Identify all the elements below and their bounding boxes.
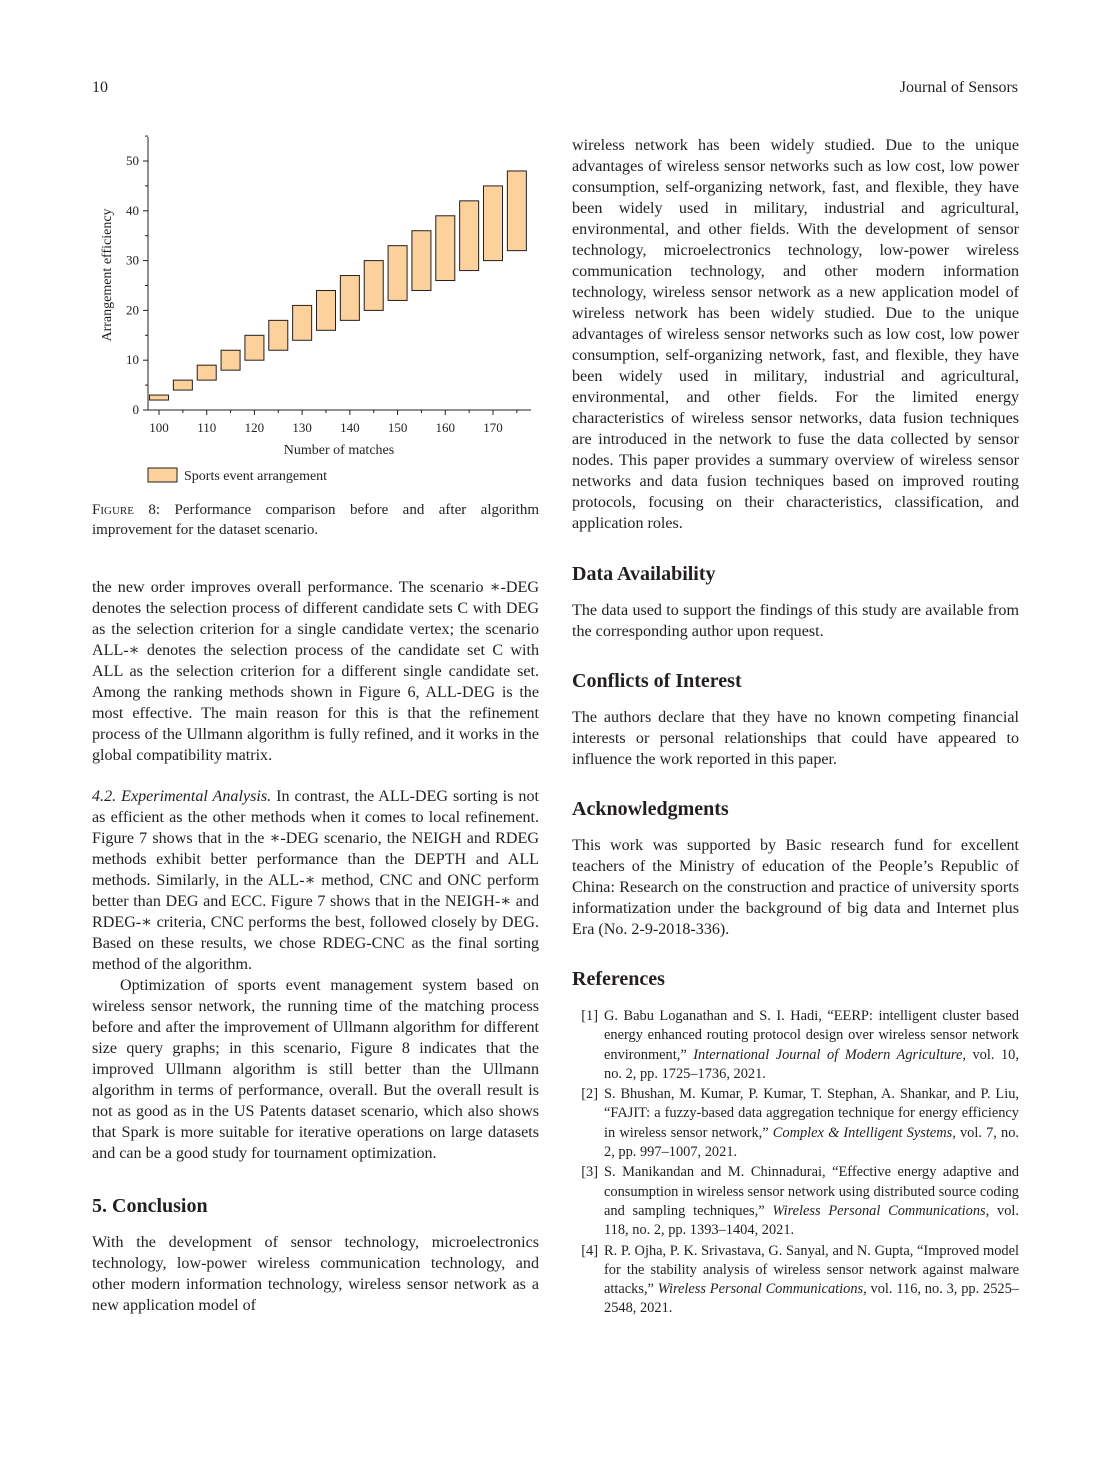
figure-8-chart (92, 130, 542, 495)
svg-text:150: 150 (387, 420, 408, 435)
svg-text:120: 120 (244, 420, 265, 435)
figure-caption (92, 500, 539, 540)
chart-bar (388, 246, 407, 301)
chart-bar (364, 261, 383, 311)
body-paragraph: In contrast, the ALL-DEG sorting is not as efficient as the other methods when it comes to local refinement. Figure 7 shows that in the ∗-DEG scenario, the NEIGH and RDEG methods exhibit better performance than the DEPTH and ALL methods. Similarly, in the ALL-∗ method, CNC and ONC perform better than DEG and ECC. Figure 7 shows that in the NEIGH-∗ and RDEG-∗ criteria, CNC performs the best, followed closely by DEG. Based on these results, we chose RDEG-CNC as the final sorting method of the algorithm. (92, 788, 539, 973)
body-paragraph: The authors declare that they have no known competing financial interests or personal relationships that could have appeared to influence the work reported in this paper. (572, 709, 1019, 768)
body-paragraph: With the development of sensor technology, microelectronics technology, low-power wireless communication technology, and other modern information technology, wireless sensor network as a new application model of (92, 1234, 539, 1314)
reference-item (572, 1242, 1019, 1319)
reference-number: [2] (581, 1086, 598, 1103)
reference-number: [1] (581, 1008, 598, 1024)
chart-bar (150, 395, 169, 400)
chart-bar (293, 305, 312, 340)
left-column (92, 577, 539, 1316)
chart-bar (412, 231, 431, 291)
svg-text:0: 0 (132, 402, 139, 417)
section-heading-data-availability: Data Availability (572, 563, 716, 585)
reference-journal: Wireless Personal Communications (657, 1281, 864, 1298)
reference-details: , vol. 10, no. 2, pp. 1725–1736, 2021. (604, 1046, 1019, 1082)
right-column (572, 135, 1019, 1319)
section-heading-conflicts: Conflicts of Interest (572, 670, 742, 692)
page-number: 10 (92, 79, 108, 96)
reference-item (572, 1085, 1019, 1162)
reference-text: S. Bhushan, M. Kumar, P. Kumar, T. Stephan, A. Shankar, and P. Liu, “FAJIT: a fuzzy-based data aggregation technique for energy efficiency in wireless sensor network,” (604, 1086, 1019, 1141)
body-paragraph: the new order improves overall performance. The scenario ∗-DEG denotes the selection process of different candidate sets C with DEG as the selection criterion for a single candidate vertex; the scenario ALL-∗ denotes the selection process of the candidate set C with ALL as the selection criterion for a different single candidate set. Among the ranking methods shown in Figure 6, ALL-DEG is the most effective. The main reason for this is that the refinement process of the Ullmann algorithm is fully refined, and it works in the global compatibility matrix. (92, 579, 539, 764)
section-heading-conclusion: 5. Conclusion (92, 1195, 208, 1217)
svg-text:100: 100 (149, 420, 169, 435)
section-heading-references: References (572, 968, 665, 990)
reference-details: , vol. 7, no. 2, pp. 997–1007, 2021. (604, 1124, 1019, 1161)
reference-details: , vol. 116, no. 3, pp. 2525–2548, 2021. (604, 1281, 1019, 1317)
x-axis-label: Number of matches (283, 443, 395, 458)
chart-bar (484, 186, 503, 261)
chart-bar (507, 171, 526, 251)
svg-text:20: 20 (126, 302, 139, 318)
chart-bar (269, 320, 288, 350)
chart-bar (197, 365, 216, 380)
reference-number: [4] (581, 1242, 598, 1259)
y-axis-label: Arrangement efficiency (100, 208, 115, 342)
chart-bar (245, 335, 264, 360)
reference-list (572, 1007, 1019, 1319)
section-heading-acknowledgments: Acknowledgments (572, 798, 729, 820)
reference-item (572, 1007, 1019, 1084)
subsection-label: 4.2. Experimental Analysis. (92, 788, 272, 805)
svg-text:170: 170 (483, 420, 503, 435)
chart-bar (221, 350, 240, 370)
figure-caption-label: Figure 8: (92, 502, 161, 518)
chart-bar (317, 290, 336, 330)
body-paragraph: The data used to support the findings of this study are available from the corresponding author upon request. (572, 602, 1019, 640)
body-paragraph: wireless network has been widely studied. Due to the unique advantages of wireless sensor networks such as low cost, low power consumption, self-organizing network, fast, and flexible, they have been widely used in military, industrial and agricultural, environmental, and other fields. With the development of sensor technology, microelectronics technology, low-power wireless communication technology, and other modern information technology, wireless sensor network as a new application model of wireless network has been widely studied. Due to the unique advantages of wireless sensor networks such as low cost, low power consumption, self-organizing network, fast, and flexible, they have been widely used in military, industrial and agricultural, environmental, and other fields. For the limited energy characteristics of wireless sensor networks, data fusion techniques are introduced in the network to fuse the data collected by sensor nodes. This paper provides a summary overview of wireless sensor networks and data fusion techniques based on improved routing protocols, focusing on their characteristics, classification, and application roles. (572, 137, 1019, 532)
svg-text:140: 140 (340, 420, 360, 435)
legend-swatch (148, 468, 177, 482)
chart-bar (460, 201, 479, 271)
svg-text:30: 30 (126, 252, 139, 268)
svg-text:40: 40 (126, 202, 139, 218)
reference-details: , vol. 118, no. 2, pp. 1393–1404, 2021. (604, 1202, 1019, 1239)
journal-name: Journal of Sensors (899, 79, 1018, 96)
svg-text:160: 160 (435, 420, 456, 435)
svg-text:110: 110 (197, 420, 217, 435)
reference-text: G. Babu Loganathan and S. I. Hadi, “EERP: intelligent cluster based energy enhanced routing protocol design over wireless sensor network environment,” (604, 1008, 1019, 1063)
body-paragraph: Optimization of sports event management system based on wireless sensor network, the running time of the matching process before and after the improvement of Ullmann algorithm for different size query graphs; in this scenario, Figure 8 indicates that the improved Ullmann algorithm is still better than the Ullmann algorithm in terms of performance, overall. But the overall result is not as good as in the US Patents dataset scenario, which also shows that Spark is more suitable for iterative operations on large datasets and can be a good study for tournament optimization. (92, 977, 539, 1162)
svg-text:10: 10 (126, 352, 139, 368)
subsection-4-2 (92, 786, 539, 975)
reference-text: S. Manikandan and M. Chinnadurai, “Effective energy adaptive and consumption in wireless sensor network using distributed source coding and sampling techniques,” (604, 1164, 1019, 1219)
reference-number: [3] (581, 1164, 598, 1181)
chart-bar (436, 216, 455, 281)
reference-journal: Complex & Intelligent Systems (772, 1124, 953, 1141)
reference-journal: Wireless Personal Communications (772, 1202, 986, 1219)
legend-label: Sports event arrangement (184, 469, 328, 484)
svg-text:130: 130 (292, 420, 312, 435)
body-paragraph: This work was supported by Basic research fund for excellent teachers of the Ministry of education of the People’s Republic of China: Research on the construction and practice of university sports informatization under the background of big data and Internet plus Era (No. 2-9-2018-336). (572, 837, 1019, 938)
chart-bars (150, 171, 527, 400)
svg-text:50: 50 (126, 153, 139, 168)
reference-text: R. P. Ojha, P. K. Srivastava, G. Sanyal, and N. Gupta, “Improved model for the stability analysis of wireless sensor network against malware attacks,” (604, 1242, 1019, 1298)
chart-bar (340, 276, 359, 321)
figure-caption-text: Performance comparison before and after algorithm improvement for the dataset scenario. (92, 502, 539, 538)
chart-bar (173, 380, 192, 390)
reference-journal: International Journal of Modern Agriculture (693, 1046, 963, 1063)
reference-item (572, 1163, 1019, 1240)
